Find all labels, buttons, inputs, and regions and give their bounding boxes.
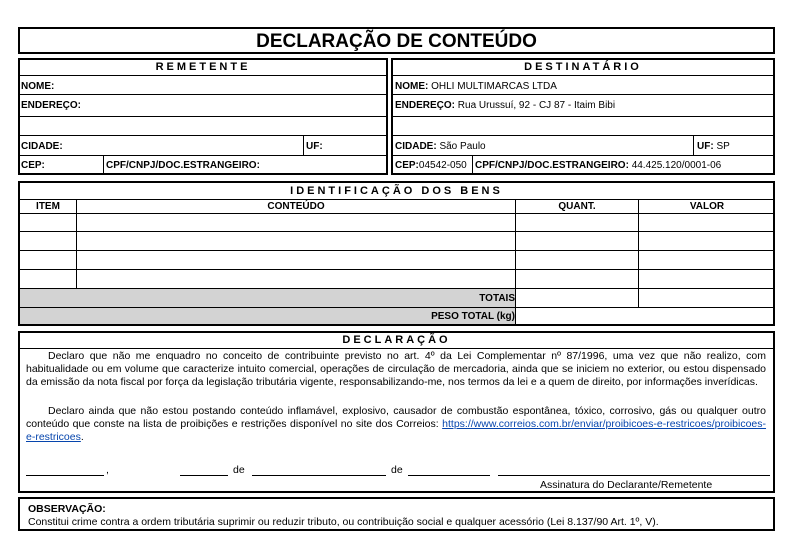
destinatario-uf-value: SP <box>716 141 730 152</box>
remetente-nome-label: NOME: <box>21 81 55 92</box>
totais-cell <box>20 289 515 307</box>
observacao-section <box>18 497 775 531</box>
col-item-header: ITEM <box>36 201 60 212</box>
peso-total-label: PESO TOTAL (kg) <box>431 311 515 322</box>
table-row <box>20 250 773 251</box>
destinatario-endereco-value: Rua Urussuí, 92 - CJ 87 - Itaim Bibi <box>457 100 616 111</box>
declaracao-text-2: Declaro ainda que não estou postando conteúdo inflamável, explosivo, causador de combustão espontânea, tóxico, corrosivo, gás ou qualquer outro conteúdo que conste na lista de proibições e restrições disponível no site dos Correios: <box>26 405 766 431</box>
destinatario-endereco-label: ENDEREÇO: <box>395 100 456 111</box>
de-1: de <box>233 464 245 476</box>
destinatario-cep-label: CEP: <box>395 160 419 171</box>
declaracao-paragraph-1 <box>26 350 766 390</box>
declaracao-section <box>18 331 775 493</box>
destinatario-cidade-value: São Paulo <box>439 141 486 152</box>
signature-line[interactable] <box>498 475 770 476</box>
destinatario-cep-value: 04542-050 <box>418 160 467 171</box>
destinatario-cpf <box>475 160 721 172</box>
year-line[interactable] <box>408 475 490 476</box>
destinatario-cpf-value: 44.425.120/0001-06 <box>631 160 722 171</box>
bens-header: IDENTIFICAÇÃO DOS BENS <box>290 185 503 197</box>
declaracao-link-end: . <box>80 431 84 444</box>
destinatario-nome-label: NOME: <box>395 81 429 92</box>
date-comma: , <box>106 464 109 476</box>
remetente-endereco-label: ENDEREÇO: <box>21 100 82 111</box>
page-title: DECLARAÇÃO DE CONTEÚDO <box>256 31 537 52</box>
day-line[interactable] <box>180 475 228 476</box>
title-box <box>18 27 775 54</box>
table-row <box>20 231 773 232</box>
destinatario-cep <box>395 160 467 172</box>
col-valor-header: VALOR <box>689 201 725 212</box>
col-conteudo-header: CONTEÚDO <box>267 201 325 212</box>
destinatario-header: DESTINATÁRIO <box>524 61 642 73</box>
declaracao-header: DECLARAÇÃO <box>342 334 451 346</box>
destinatario-cidade-label: CIDADE: <box>395 141 437 152</box>
signature-caption: Assinatura do Declarante/Remetente <box>540 479 713 491</box>
table-row <box>20 269 773 270</box>
col-quant-header: QUANT. <box>558 201 596 212</box>
destinatario-endereco <box>395 100 615 112</box>
month-line[interactable] <box>252 475 386 476</box>
totais-label: TOTAIS <box>479 293 515 304</box>
remetente-cep-label: CEP: <box>21 160 45 171</box>
destinatario-section <box>391 58 775 175</box>
destinatario-nome <box>395 81 557 93</box>
destinatario-uf <box>697 141 730 153</box>
remetente-cpf-label: CPF/CNPJ/DOC.ESTRANGEIRO: <box>106 160 260 171</box>
bens-section <box>18 181 775 326</box>
declaracao-text-1: Declaro que não me enquadro no conceito de contribuinte previsto no art. 4º da Lei Complementar nº 87/1996, uma vez que não realizo, com habitualidade ou em volume que caracterize intuito comercial, operações de circulação de mercadoria, ainda que se iniciem no exterior, ou estou dispensado da emissão da nota fiscal por força da legislação tributária vigente, responsabilizando-me, nos termos da lei e a quem de direito, por informações inverídicas. <box>26 350 766 389</box>
destinatario-cidade <box>395 141 486 153</box>
correios-link[interactable]: https://www.correios.com.br/enviar/proibicoes-e-restricoes/proibicoes-e-restricoes <box>26 418 767 444</box>
destinatario-nome-value: OHLI MULTIMARCAS LTDA <box>431 81 557 92</box>
de-2: de <box>391 464 403 476</box>
remetente-uf-label: UF: <box>306 141 323 152</box>
destinatario-uf-label: UF: <box>697 141 714 152</box>
local-line[interactable] <box>26 475 104 476</box>
remetente-cidade-label: CIDADE: <box>21 141 63 152</box>
remetente-header: REMETENTE <box>155 61 251 73</box>
observacao-label: OBSERVAÇÃO: <box>28 503 106 515</box>
observacao-text: Constitui crime contra a ordem tributária suprimir ou reduzir tributo, ou contribuição social e qualquer acessório (Lei 8.137/90 Art. 1º, V). <box>28 516 659 528</box>
destinatario-cpf-label: CPF/CNPJ/DOC.ESTRANGEIRO: <box>475 160 629 171</box>
remetente-section <box>18 58 388 175</box>
declaracao-paragraph-2 <box>26 405 766 445</box>
